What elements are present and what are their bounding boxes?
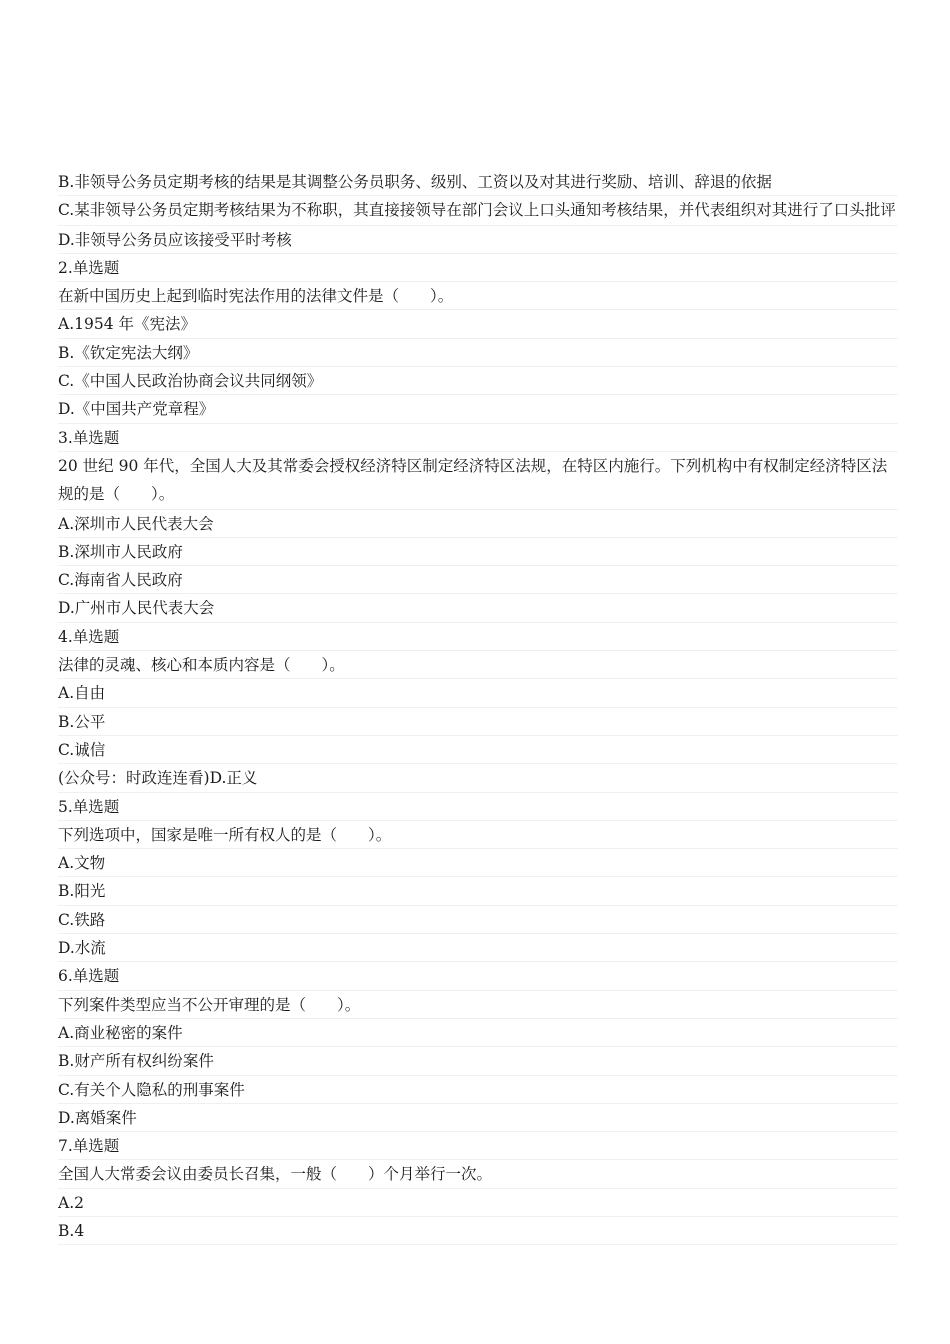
option-line: C.铁路 xyxy=(58,906,898,934)
option-line: D.非领导公务员应该接受平时考核 xyxy=(58,226,898,254)
question-text: 20 世纪 90 年代，全国人大及其常委会授权经济特区制定经济特区法规，在特区内施行。下列机构中有权制定经济特区法规的是（ ）。 xyxy=(58,452,898,510)
option-line: B.财产所有权纠纷案件 xyxy=(58,1047,898,1075)
option-line: C.有关个人隐私的刑事案件 xyxy=(58,1076,898,1104)
question-heading: 4.单选题 xyxy=(58,623,898,651)
option-line: C.某非领导公务员定期考核结果为不称职，其直接接领导在部门会议上口头通知考核结果，并代表组织对其进行了口头批评 xyxy=(58,196,898,225)
question-text: 下列选项中，国家是唯一所有权人的是（ ）。 xyxy=(58,821,898,849)
option-line: C.海南省人民政府 xyxy=(58,566,898,594)
option-line: D.水流 xyxy=(58,934,898,962)
option-line: B.阳光 xyxy=(58,877,898,905)
option-line: C.《中国人民政治协商会议共同纲领》 xyxy=(58,367,898,395)
option-line: B.4 xyxy=(58,1217,898,1245)
option-line: B.公平 xyxy=(58,708,898,736)
option-line: D.《中国共产党章程》 xyxy=(58,395,898,423)
option-line: B.深圳市人民政府 xyxy=(58,538,898,566)
question-heading: 6.单选题 xyxy=(58,962,898,990)
option-line: A.文物 xyxy=(58,849,898,877)
option-line: B.《钦定宪法大纲》 xyxy=(58,339,898,367)
option-line: A.2 xyxy=(58,1189,898,1217)
option-line: (公众号：时政连连看)D.正义 xyxy=(58,764,898,792)
option-line: C.诚信 xyxy=(58,736,898,764)
option-line: A.1954 年《宪法》 xyxy=(58,310,898,338)
question-text: 在新中国历史上起到临时宪法作用的法律文件是（ ）。 xyxy=(58,282,898,310)
option-line: B.非领导公务员定期考核的结果是其调整公务员职务、级别、工资以及对其进行奖励、培训、辞退的依据 xyxy=(58,168,898,196)
option-line: A.商业秘密的案件 xyxy=(58,1019,898,1047)
question-text: 法律的灵魂、核心和本质内容是（ ）。 xyxy=(58,651,898,679)
question-text: 全国人大常委会议由委员长召集，一般（ ）个月举行一次。 xyxy=(58,1160,898,1188)
question-text: 下列案件类型应当不公开审理的是（ ）。 xyxy=(58,991,898,1019)
option-line: D.离婚案件 xyxy=(58,1104,898,1132)
option-line: A.自由 xyxy=(58,679,898,707)
question-heading: 3.单选题 xyxy=(58,424,898,452)
question-heading: 5.单选题 xyxy=(58,793,898,821)
document-page xyxy=(58,168,898,1245)
question-heading: 2.单选题 xyxy=(58,254,898,282)
option-line: A.深圳市人民代表大会 xyxy=(58,510,898,538)
question-heading: 7.单选题 xyxy=(58,1132,898,1160)
option-line: D.广州市人民代表大会 xyxy=(58,594,898,622)
